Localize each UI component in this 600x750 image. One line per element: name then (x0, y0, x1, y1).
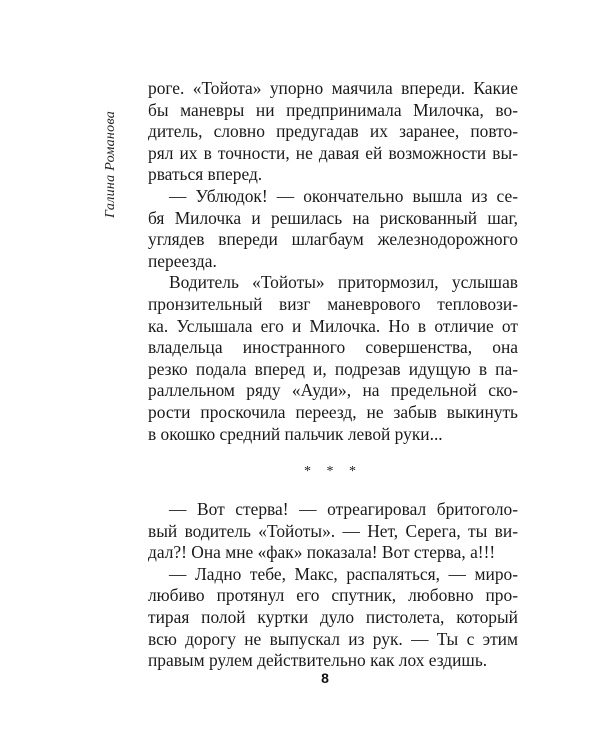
page-text (148, 78, 518, 672)
text-line: — Вот стерва! — отреагировал бритоголо- (169, 499, 518, 520)
text-line: переезда. (148, 250, 217, 271)
running-head: Галина Романова (103, 110, 118, 218)
text-line: углядев впереди шлагбаум железнодорожного (148, 229, 518, 250)
text-line: Водитель «Тойоты» притормозил, услышав (169, 272, 518, 293)
text-line: бы маневры ни предпринимала Милочка, во- (148, 99, 518, 120)
text-line: рял их в точности, не давая ей возможности вы- (148, 142, 518, 163)
text-line: вый водитель «Тойоты». — Нет, Серега, ты ви- (148, 520, 518, 541)
section-break: * * * (304, 464, 362, 480)
page-number: 8 (321, 670, 329, 686)
text-line: дал?! Она мне «фак» показала! Вот стерва, а!!! (148, 542, 496, 563)
text-line: всю дорогу не выпускал из рук. — Ты с этим (148, 628, 518, 649)
text-line: тирая полой куртки дуло пистолета, который (148, 607, 518, 628)
text-line: ка. Услышала его и Милочка. Но в отличие от (148, 315, 518, 336)
text-line: в окошко средний пальчик левой руки... (148, 423, 443, 444)
text-line: рости проскочила переезд, не забыв выкинуть (148, 401, 518, 422)
text-line: любиво протянул его спутник, любовно про- (148, 585, 518, 606)
text-line: — Ладно тебе, Макс, распаляться, — миро- (169, 563, 518, 584)
text-line: владельца иностранного совершенства, она (148, 337, 518, 358)
text-line: правым рулем действительно как лох ездишь. (148, 650, 488, 671)
text-line: роге. «Тойота» упорно маячила впереди. Какие (148, 78, 518, 98)
text-line: резко подала вперед и, подрезав идущую в па- (148, 358, 518, 379)
text-line: рваться вперед. (148, 164, 263, 185)
text-line: раллельном ряду «Ауди», на предельной ско- (148, 380, 518, 401)
text-line: бя Милочка и решилась на рискованный шаг, (148, 207, 518, 228)
text-line: — Ублюдок! — окончательно вышла из се- (169, 185, 518, 206)
text-line: пронзительный визг маневрового тепловози- (148, 293, 518, 314)
text-line: дитель, словно предугадав их заранее, повто- (148, 121, 518, 142)
